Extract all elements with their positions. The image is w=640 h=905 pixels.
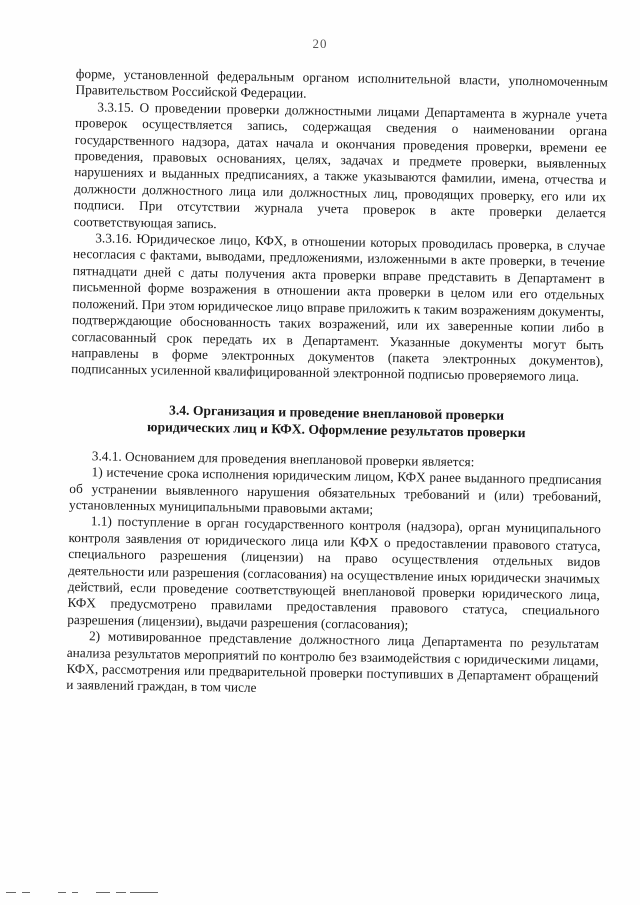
paragraph-p3316: 3.3.16. Юридическое лицо, КФХ, в отношении которых проводилась проверка, в случае несогласия с фактами, выводами, предложениями, изложенными в акте проверки, в течение пятнадцати дней с даты получения акта проверки вправе представить в Департамент в письменной форме возражения в отношении акта проверки в целом или его отдельных положений. При этом юридическое лицо вправе приложить к таким возражениям документы, подтверждающие обоснованность таких возражений, или их заверенные копии либо в согласованный срок передать их в Департамент. Указанные документы могут быть направлены в форме электронных документов (пакета электронных документов), подписанных усиленной квалифицированной электронной подписью проверяемого лица. <box>71 230 606 385</box>
paragraph-item11: 1.1) поступление в орган государственного контроля (надзора), орган муниципального контроля заявления от юридического лица или КФХ о предоставлении правового статуса, специального разрешения (лицензии) на право осуществления отдельных видов деятельности или разрешения (согласования) на осуществление иных юридически значимых действий, если проведение соответствующей внеплановой проверки юридического лица, КФХ предусмотрено правилами предоставления правового статуса, специального разрешения (лицензии), выдачи разрешения (согласования); <box>67 513 601 633</box>
page-number: 20 <box>312 36 328 51</box>
paragraph-p341: 3.4.1. Основанием для проведения внеплановой проверки является: <box>91 448 475 470</box>
section-heading <box>70 400 602 442</box>
document-body <box>66 66 608 702</box>
paragraph-cont: форме, установленной федеральным органом исполнительной власти, уполномоченным Правительством Российской Федерации. <box>75 66 608 102</box>
section-heading-line-1: 3.4. Организация и проведение внеплановой проверки <box>168 402 505 423</box>
paragraph-p3315: 3.3.15. О проведении проверки должностными лицами Департамента в журнале учета проверок осуществляется запись, содержащая сведения о наименовании органа государственного надзора, датах начала и окончания проведения проверки, времени ее проведения, правовых основаниях, целях, задачах и предмете проверки, выявленных нарушениях и выданных предписаниях, а также указываются фамилии, имена, отчества и должности должностного лица или должностных лиц, проводящих проверку, его или их подписи. При отсутствии журнала учета проверок в акте проверки делается соответствующая запись. <box>73 99 608 231</box>
section-3-3-text <box>71 66 608 386</box>
paragraph-item1: 1) истечение срока исполнения юридическим лицом, КФХ ранее выданного предписания об устранении выявленного нарушения обязательных требований и (или) требований, установленных муниципальными правовыми актами; <box>68 464 602 517</box>
scan-edge-marks <box>0 889 170 897</box>
paragraph-item2: 2) мотивированное представление должностного лица Департамента по результатам анализа результатов мероприятий по контролю без взаимодействия с юридическими лицами, КФХ, рассмотрения или предварительной проверки поступивших в Департамент обращений и заявлений граждан, в том числе <box>66 628 600 696</box>
section-heading-line-2: юридических лиц и КФХ. Оформление результатов проверки <box>147 418 526 440</box>
section-3-4-text <box>66 448 602 702</box>
